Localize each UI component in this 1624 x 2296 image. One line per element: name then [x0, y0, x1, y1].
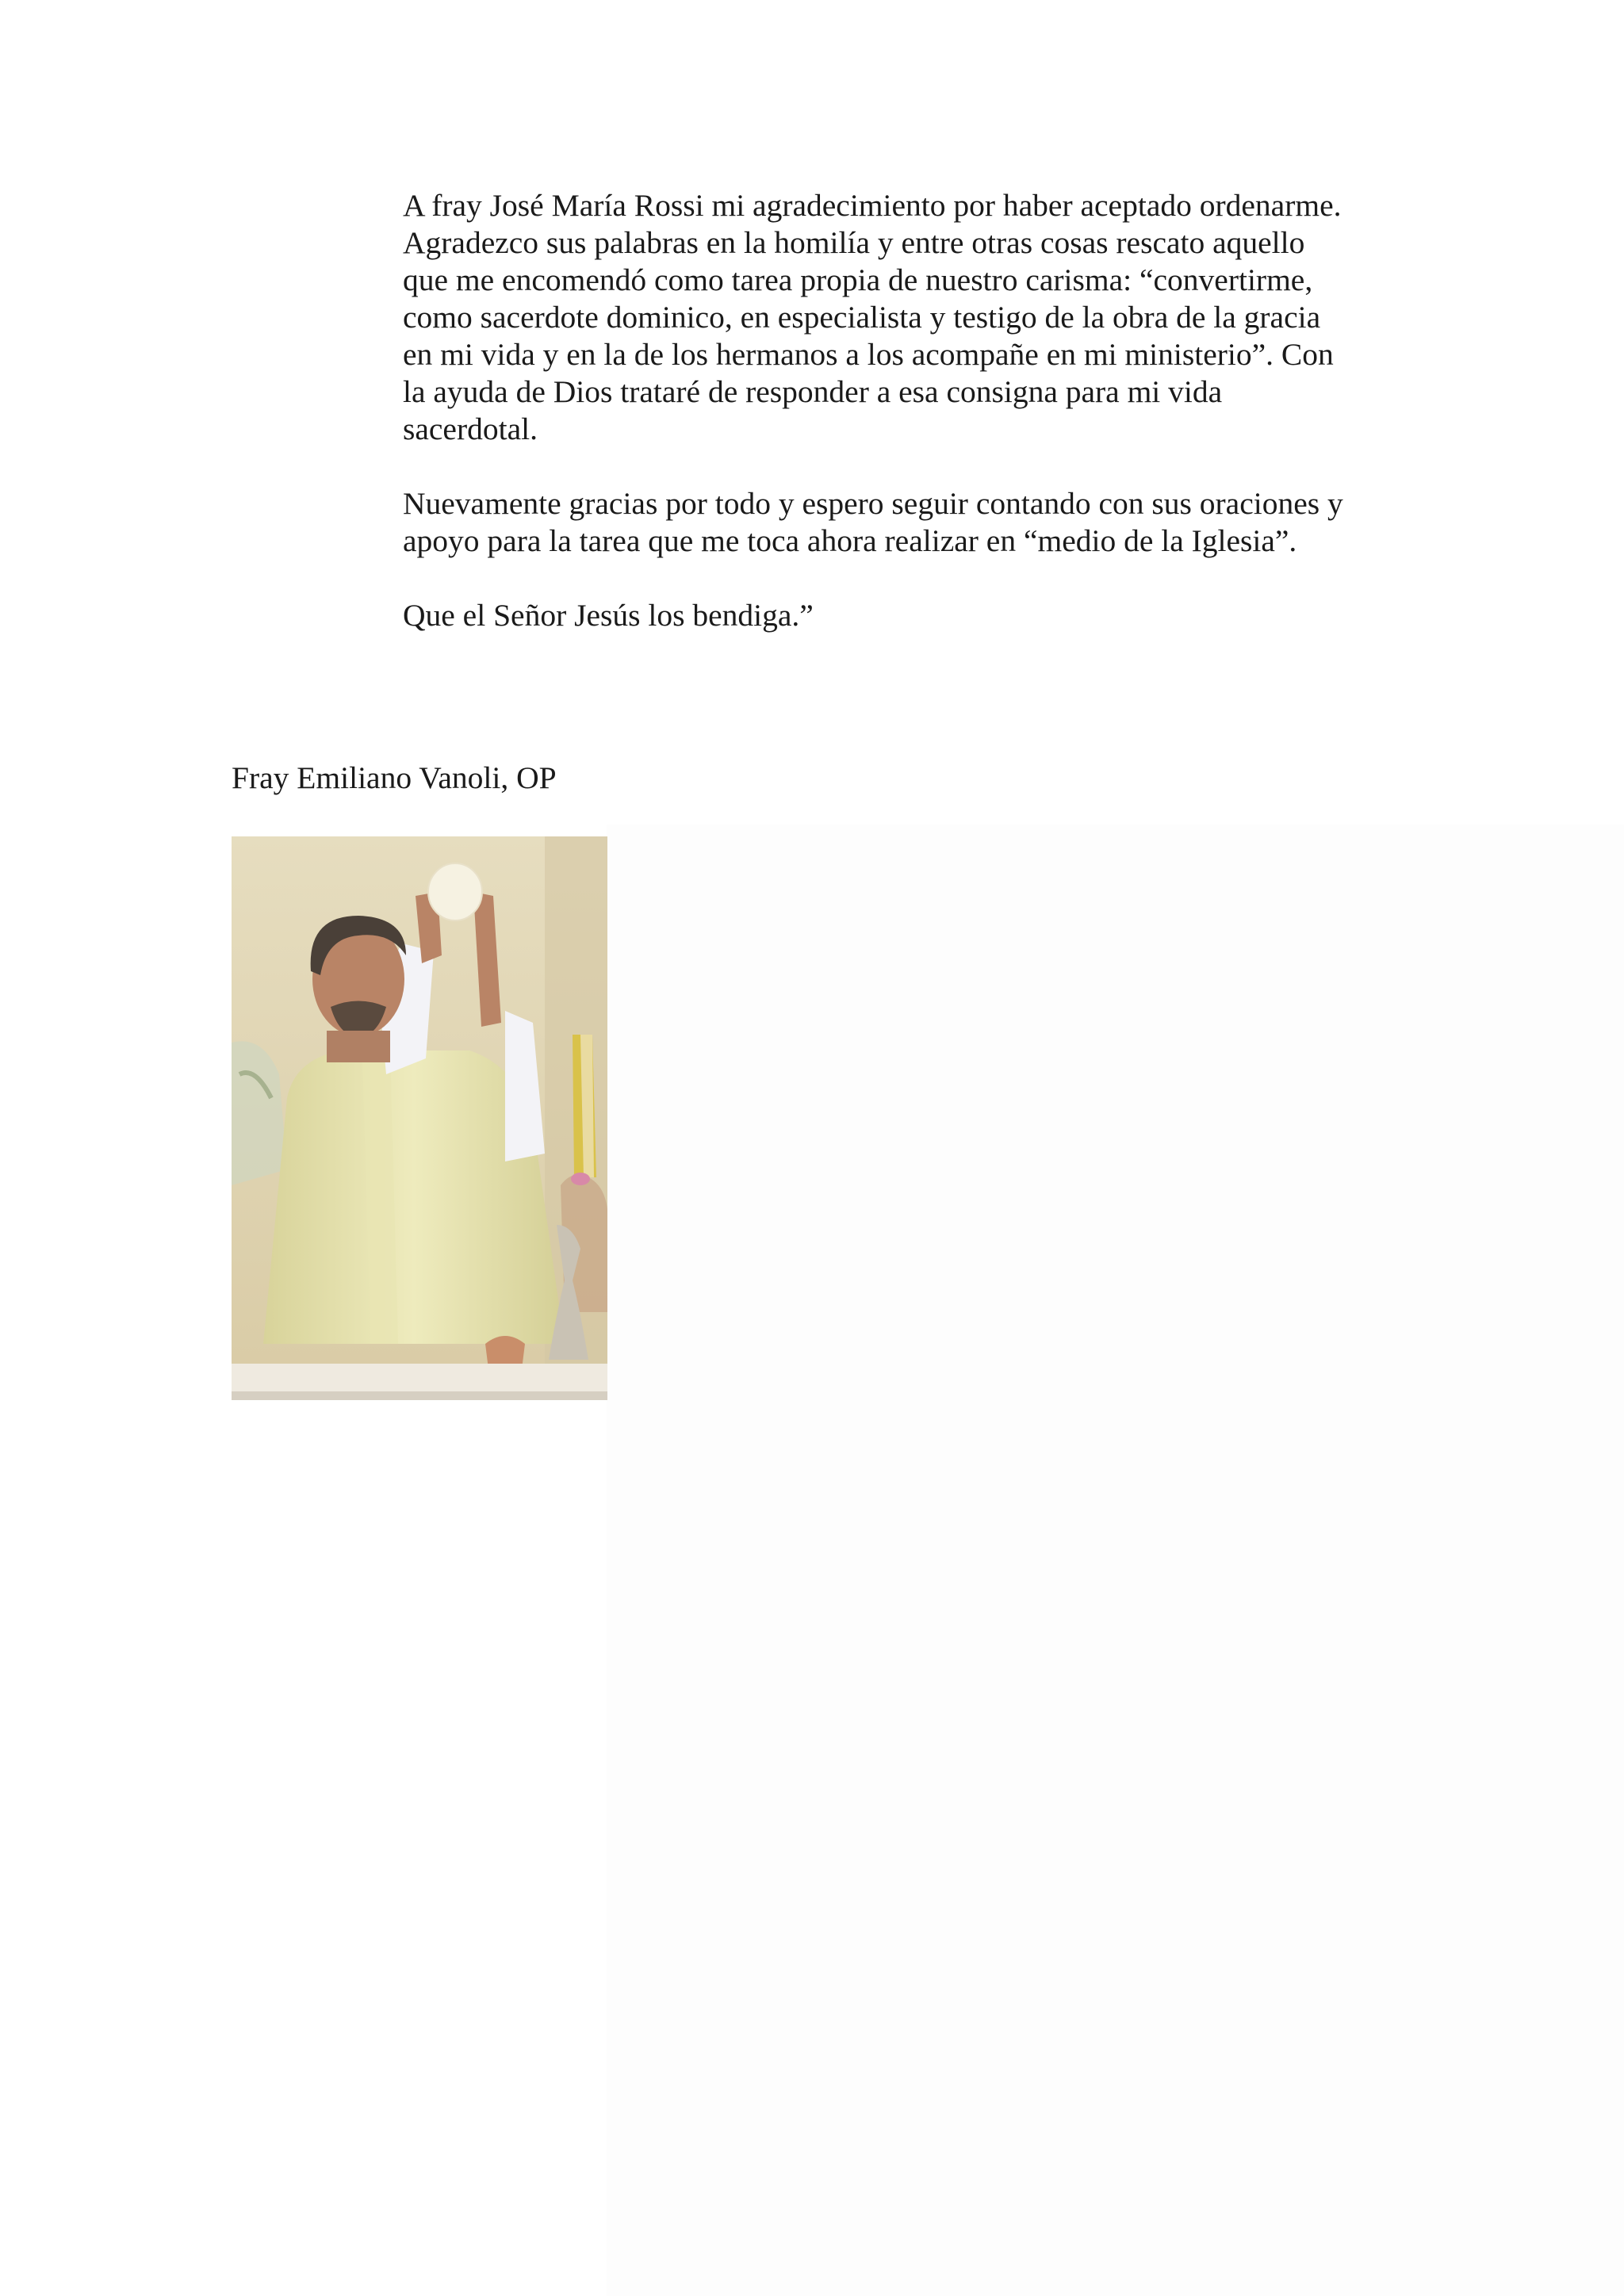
photo-priest-elevating-host [232, 836, 607, 1400]
eucharistic-host [428, 863, 482, 920]
photo-illustration [232, 836, 607, 1400]
neck [327, 1031, 390, 1062]
text-line: apoyo para la tarea que me toca ahora realizar en “medio de la Iglesia”. [403, 523, 1297, 558]
text-line: que me encomendó como tarea propia de nuestro carisma: “convertirme, [403, 262, 1313, 297]
text-line: en mi vida y en la de los hermanos a los acompañe en mi ministerio”. Con [403, 337, 1334, 372]
paragraph-spacer [403, 448, 1426, 485]
text-line: Que el Señor Jesús los bendiga.” [403, 598, 814, 633]
signature: Fray Emiliano Vanoli, OP [232, 760, 557, 795]
paragraph-gratitude [403, 187, 1426, 448]
text-line: como sacerdote dominico, en especialista y testigo de la obra de la gracia [403, 300, 1321, 335]
paragraph-spacer [403, 560, 1426, 597]
page-background-tint [607, 825, 1624, 2296]
text-line: Agradezco sus palabras en la homilía y entre otras cosas rescato aquello [403, 225, 1305, 260]
paragraph-blessing [403, 597, 1426, 634]
text-line: A fray José María Rossi mi agradecimiento por haber aceptado ordenarme. [403, 188, 1342, 223]
altar-edge [232, 1391, 607, 1400]
text-line: Nuevamente gracias por todo y espero seguir contando con sus oraciones y [403, 486, 1343, 521]
letter-body [403, 187, 1426, 634]
hair-bow [571, 1173, 590, 1185]
paragraph-thanks [403, 485, 1426, 560]
text-line: sacerdotal. [403, 411, 538, 446]
text-line: la ayuda de Dios trataré de responder a esa consigna para mi vida [403, 374, 1223, 409]
